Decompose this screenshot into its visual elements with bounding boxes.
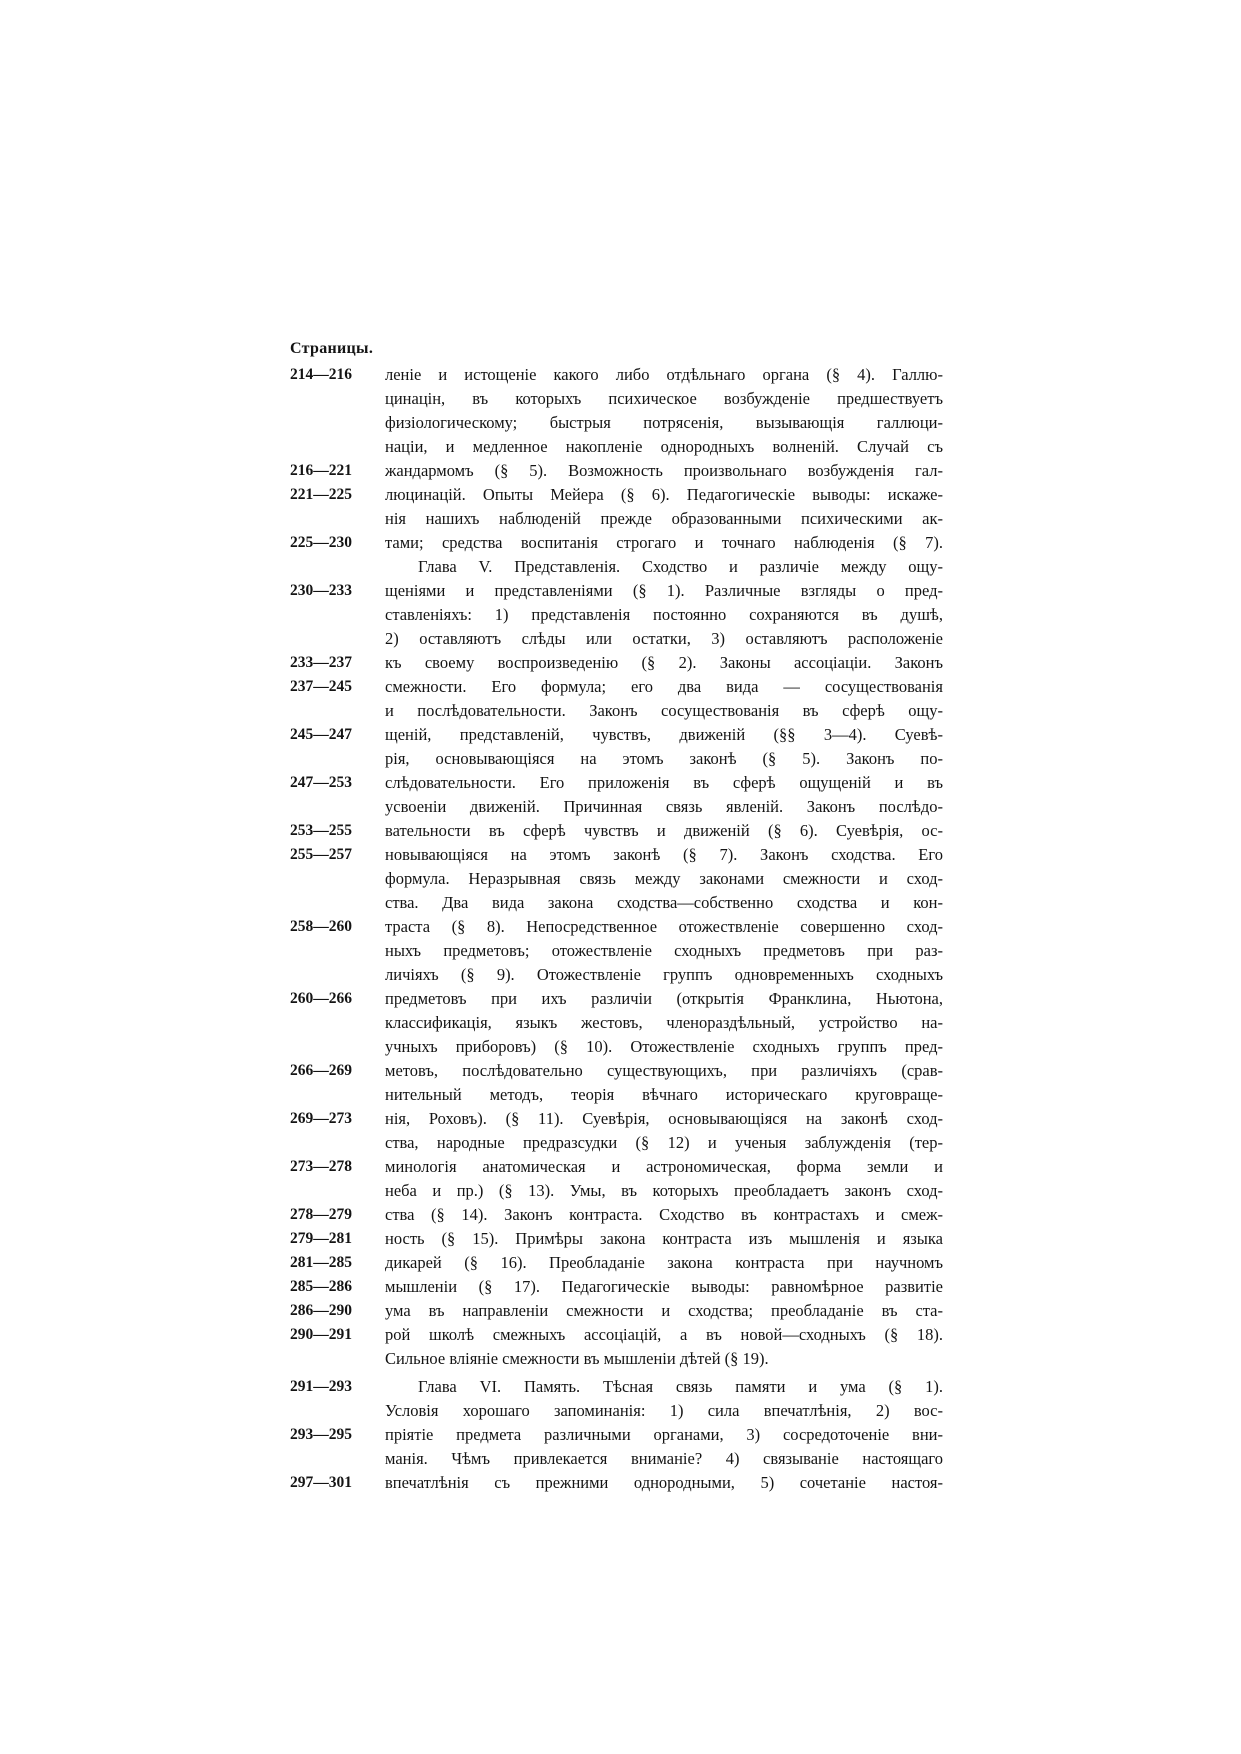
toc-text: ства (§ 14). Законъ контраста. Сходство въ контрастахъ и смеж-: [385, 1205, 943, 1224]
toc-text: ства, народные предразсудки (§ 12) и ученыя заблужденія (тер-: [385, 1133, 943, 1152]
toc-text: и послѣдовательности. Законъ сосуществованія въ сферѣ ощу-: [385, 701, 943, 720]
toc-line: [0, 843, 1241, 867]
toc-text: щеніями и представленіями (§ 1). Различные взгляды о пред-: [385, 581, 943, 600]
toc-text: жандармомъ (§ 5). Возможность произвольнаго возбужденія гал-: [385, 461, 943, 480]
toc-line: [0, 1227, 1241, 1251]
toc-text: ставленіяхъ: 1) представленія постоянно сохраняются въ душѣ,: [385, 605, 943, 624]
toc-text: неба и пр.) (§ 13). Умы, въ которыхъ преобладаетъ законъ сход-: [385, 1181, 943, 1200]
toc-text: ныхъ предметовъ; отожествленіе сходныхъ предметовъ при раз-: [385, 941, 943, 960]
page-range: 273—278: [290, 1158, 352, 1175]
toc-line: [0, 1375, 1241, 1399]
toc-text: цинацін, въ которыхъ психическое возбужденіе предшествуетъ: [385, 389, 943, 408]
toc-line: [0, 1035, 1241, 1059]
toc-line: [0, 411, 1241, 435]
toc-text: ность (§ 15). Примѣры закона контраста изъ мышленія и языка: [385, 1229, 943, 1248]
page-range: 291—293: [290, 1378, 352, 1395]
toc-text: смежности. Его формула; его два вида — сосуществованія: [385, 677, 943, 696]
toc-text: дикарей (§ 16). Преобладаніе закона контраста при научномъ: [385, 1253, 943, 1272]
toc-line: [0, 483, 1241, 507]
toc-line: [0, 1275, 1241, 1299]
toc-line: [0, 651, 1241, 675]
toc-line: [0, 819, 1241, 843]
toc-line: [0, 1471, 1241, 1495]
page-range: 281—285: [290, 1254, 352, 1271]
toc-line: [0, 963, 1241, 987]
page-range: 260—266: [290, 990, 352, 1007]
toc-line: [0, 795, 1241, 819]
toc-text: слѣдовательности. Его приложенія въ сферѣ ощущеній и въ: [385, 773, 943, 792]
page-range: 278—279: [290, 1206, 352, 1223]
page-range: 247—253: [290, 774, 352, 791]
toc-line: [0, 939, 1241, 963]
toc-line: [0, 1323, 1241, 1347]
toc-line: [0, 771, 1241, 795]
toc-text: вательности въ сферѣ чувствъ и движеній (§ 6). Суевѣрія, ос-: [385, 821, 943, 840]
toc-text: щеній, представленій, чувствъ, движеній (§§ 3—4). Суевѣ-: [385, 725, 943, 744]
toc-line: [0, 1251, 1241, 1275]
toc-line: [0, 1155, 1241, 1179]
page-range: 293—295: [290, 1426, 352, 1443]
toc-text: усвоеніи движеній. Причинная связь явленій. Законъ послѣдо-: [385, 797, 943, 816]
toc-line: [0, 435, 1241, 459]
toc-line: [0, 603, 1241, 627]
page-range: 279—281: [290, 1230, 352, 1247]
toc-line: [0, 1107, 1241, 1131]
toc-line: [0, 1059, 1241, 1083]
toc-text: манія. Чѣмъ привлекается вниманіе? 4) связываніе настоящаго: [385, 1449, 943, 1468]
toc-text: физіологическому; быстрыя потрясенія, вызывающія галлюци-: [385, 413, 943, 432]
page-range: 253—255: [290, 822, 352, 839]
toc-text: классификація, языкъ жестовъ, членораздѣльный, устройство на-: [385, 1013, 943, 1032]
toc-line: [0, 531, 1241, 555]
toc-text: ства. Два вида закона сходства—собственно сходства и кон-: [385, 893, 943, 912]
toc-line: [0, 1423, 1241, 1447]
toc-line: [0, 1131, 1241, 1155]
toc-text: учныхъ приборовъ) (§ 10). Отожествленіе сходныхъ группъ пред-: [385, 1037, 943, 1056]
toc-text: формула. Неразрывная связь между законами смежности и сход-: [385, 869, 943, 888]
toc-text: Сильное вліяніе смежности въ мышленіи дѣтей (§ 19).: [385, 1349, 769, 1368]
toc-text: люцинацій. Опыты Мейера (§ 6). Педагогическіе выводы: искаже-: [385, 485, 943, 504]
toc-line: [0, 1347, 1241, 1371]
page-range: 245—247: [290, 726, 352, 743]
chapter-heading-vi: Глава VI. Память. Тѣсная связь памяти и ума (§ 1).: [418, 1377, 943, 1396]
toc-text: траста (§ 8). Непосредственное отожествленіе совершенно сход-: [385, 917, 943, 936]
toc-text: нія, Роховъ). (§ 11). Суевѣрія, основывающіяся на законѣ сход-: [385, 1109, 943, 1128]
toc-text: націи, и медленное накопленіе однородныхъ волненій. Случай съ: [385, 437, 943, 456]
toc-text: пріятіе предмета различными органами, 3) сосредоточеніе вни-: [385, 1425, 943, 1444]
pages-header: Страницы.: [290, 340, 374, 357]
toc-text: Условія хорошаго запоминанія: 1) сила впечатлѣнія, 2) вос-: [385, 1401, 943, 1420]
toc-line: [0, 459, 1241, 483]
page-range: 290—291: [290, 1326, 352, 1343]
page-range: 286—290: [290, 1302, 352, 1319]
toc-line: [0, 579, 1241, 603]
toc-text: нія нашихъ наблюденій прежде образованными психическими ак-: [385, 509, 943, 528]
toc-text: 2) оставляютъ слѣды или остатки, 3) оставляютъ расположеніе: [385, 629, 943, 648]
toc-text: метовъ, послѣдовательно существующихъ, при различіяхъ (срав-: [385, 1061, 943, 1080]
toc-line: [0, 675, 1241, 699]
toc-line: [0, 915, 1241, 939]
page-range: 216—221: [290, 462, 352, 479]
toc-text: новывающіяся на этомъ законѣ (§ 7). Законъ сходства. Его: [385, 845, 943, 864]
page-range: 214—216: [290, 366, 352, 383]
toc-line: [0, 891, 1241, 915]
chapter-heading-v: Глава V. Представленія. Сходство и различіе между ощу-: [418, 557, 943, 576]
page-range: 285—286: [290, 1278, 352, 1295]
toc-line: [0, 1203, 1241, 1227]
toc-text: рія, основывающіяся на этомъ законѣ (§ 5). Законъ по-: [385, 749, 943, 768]
toc-text: къ своему воспроизведенію (§ 2). Законы ассоціаціи. Законъ: [385, 653, 943, 672]
toc-line: [0, 1399, 1241, 1423]
toc-line: [0, 507, 1241, 531]
page-range: 297—301: [290, 1474, 352, 1491]
toc-line: [0, 1011, 1241, 1035]
toc-line: [0, 747, 1241, 771]
toc-text: личіяхъ (§ 9). Отожествленіе группъ одновременныхъ сходныхъ: [385, 965, 943, 984]
toc-line: [0, 363, 1241, 387]
toc-text: тами; средства воспитанія строгаго и точнаго наблюденія (§ 7).: [385, 533, 943, 552]
toc-text: мышленіи (§ 17). Педагогическіе выводы: равномѣрное развитіе: [385, 1277, 943, 1296]
toc-line: [0, 987, 1241, 1011]
page-range: 237—245: [290, 678, 352, 695]
toc-line: [0, 387, 1241, 411]
toc-line: [0, 1299, 1241, 1323]
page-range: 230—233: [290, 582, 352, 599]
toc-text: предметовъ при ихъ различіи (открытія Франклина, Ньютона,: [385, 989, 943, 1008]
page-range: 258—260: [290, 918, 352, 935]
toc-line: [0, 699, 1241, 723]
toc-text: минологія анатомическая и астрономическая, форма земли и: [385, 1157, 943, 1176]
toc-line: [0, 1083, 1241, 1107]
page-range: 269—273: [290, 1110, 352, 1127]
toc-line: [0, 723, 1241, 747]
page-range: 266—269: [290, 1062, 352, 1079]
toc-text: рой школѣ смежныхъ ассоціацій, а въ новой—сходныхъ (§ 18).: [385, 1325, 943, 1344]
toc-text: нительный методъ, теорія вѣчнаго историческаго круговраще-: [385, 1085, 943, 1104]
toc-line: [0, 1447, 1241, 1471]
page-range: 225—230: [290, 534, 352, 551]
toc-line: [0, 867, 1241, 891]
toc-line: [0, 627, 1241, 651]
toc-text: ума въ направленіи смежности и сходства; преобладаніе въ ста-: [385, 1301, 943, 1320]
page-range: 255—257: [290, 846, 352, 863]
page-range: 221—225: [290, 486, 352, 503]
toc-text: впечатлѣнія съ прежними однородными, 5) сочетаніе настоя-: [385, 1473, 943, 1492]
toc-line: [0, 555, 1241, 579]
toc-text: леніе и истощеніе какого либо отдѣльнаго органа (§ 4). Галлю-: [385, 365, 943, 384]
toc-line: [0, 1179, 1241, 1203]
page-range: 233—237: [290, 654, 352, 671]
